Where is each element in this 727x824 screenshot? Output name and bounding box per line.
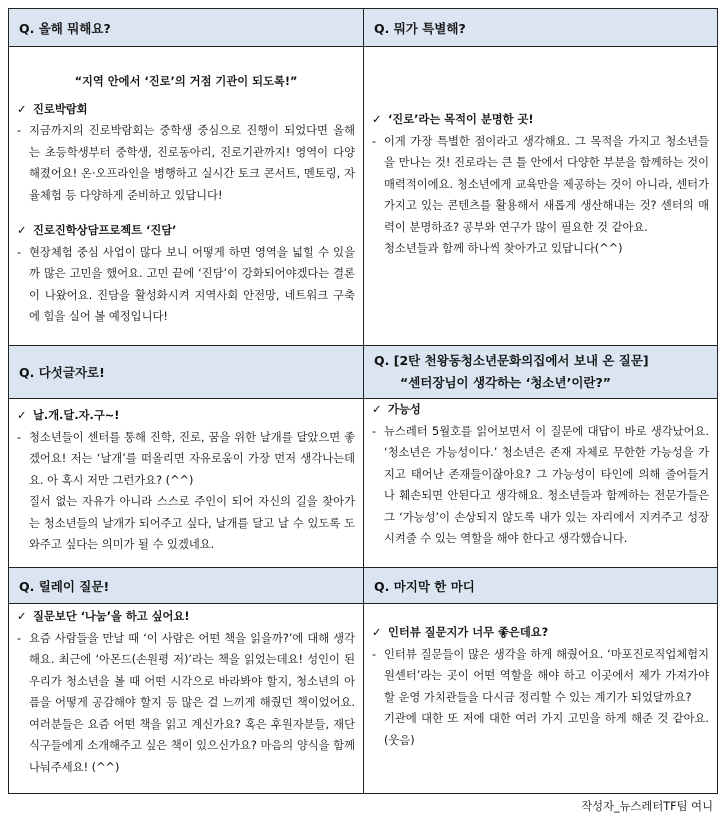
answer-extra: 질서 없는 자유가 아니라 스스로 주인이 되어 자신의 길을 찾아가는 청소년들의 날개가 되어주고 싶다, 날개를 달고 날 수 있도록 도와주고 싶다는 의미가 될 수 있겠네요. [29,495,355,551]
answer-paragraph: - 뉴스레터 5월호를 읽어보면서 이 질문에 대답이 바로 생각났어요. ‘청소년은 가능성이다.’ 청소년은 존재 자체로 무한한 가능성을 가지고 태어난 존재들이잖아요? 그 가능성이 타인에 의해 줄어들거나 훼손되면 안된다고 생각해요. 청소년들과 함께하는 전문가들은 그 ‘가능성’이 손상되지 않도록 내가 있는 자리에서 지켜주고 성장시켜줄 수 있는 역할을 해야 한다고 생각했습니다. [372,421,709,550]
section-this-year [9,9,363,346]
author-credit: 작성자_뉴스레터TF팀 여니 [581,800,713,813]
check-icon: ✓ [17,224,27,237]
check-item-title: ✓ 진로진학상담프로젝트 ‘진담’ [17,220,355,242]
check-item-title: ✓ 진로박람회 [17,99,355,121]
dash-marker: - [372,424,377,438]
question-header: Q. 릴레이 질문! [9,568,363,604]
dash-marker: - [17,245,22,259]
table-row [9,9,717,346]
answer-body [364,399,717,568]
check-item-title: ✓ 날.개.달.자.구~! [17,405,355,427]
answer-extra: 청소년들과 함께 하나씩 찾아가고 있답니다(^^) [384,242,623,255]
answer-heading: “지역 안에서 ‘진로’의 거점 기관이 되도록!” [74,75,298,88]
check-icon: ✓ [17,409,27,422]
answer-paragraph: - 현장체험 중심 사업이 많다 보니 어떻게 하면 영역을 넓힐 수 있을까 많은 고민을 했어요. 고민 끝에 ‘진담’이 강화되어야겠다는 결론이 나왔어요. 진담을 활성화시켜 지역사회 안전망, 네트워크 구축에 힘을 실어 볼 예정입니다! [17,242,355,328]
dash-marker: - [17,124,22,137]
check-icon: ✓ [17,610,27,623]
answer-extra: 기관에 대한 또 저에 대한 여러 가지 고민을 하게 해준 것 같아요.(웃음) [384,712,709,747]
check-item-title: ✓ 가능성 [372,399,709,421]
question-header: Q. 다섯글자로! [9,346,363,399]
answer-paragraph: - 인터뷰 질문들이 많은 생각을 하게 해줬어요. ‘마포진로직업체험지원센터’라는 곳이 어떤 역할을 해야 하고 이곳에서 제가 가져가야 할 운영 가치관들을 다시금 정리할 수 있는 계기가 되었달까요? [372,644,709,709]
answer-body [364,47,717,346]
check-icon: ✓ [372,113,382,126]
answer-paragraph: - 청소년들이 센터를 통해 진학, 진로, 꿈을 위한 날개를 달았으면 좋겠어요! 저는 ‘날개’를 떠올리면 자유로움이 가장 먼저 생각나는데요. 아 혹시 저만 그런가요? (^^) [17,427,355,492]
question-header: Q. 마지막 한 마디 [364,568,717,604]
answer-body [9,604,363,793]
question-header: Q. 올해 뭐해요? [9,9,363,47]
question-line-1: Q. [2탄 천왕동청소년문화의집에서 보내 온 질문] [374,353,649,368]
answer-body [9,399,363,568]
dash-marker: - [17,430,22,444]
question-header [364,346,717,399]
answer-paragraph: - 요즘 사람들을 만날 때 ‘이 사람은 어떤 책을 읽을까?’에 대해 생각해요. 최근에 ‘아몬드(손원평 저)’라는 책을 읽었는데요! 성인이 된 우리가 청소년을 볼 때 어떤 시각으로 바라봐야 할지, 청소년의 아픔을 어떻게 공감해야 할지 등 많은 걸 느끼게 해줬던 책이었어요. 여러분들은 요즘 어떤 책을 읽고 계신가요? 혹은 후원자분들, 재단 식구들에게 소개해주고 싶은 책이 있으신가요? 마음의 양식을 함께 나눠주세요! (^^) [17,628,355,779]
answer-body [9,47,363,346]
question-line-2: “센터장님이 생각하는 ‘청소년’이란?” [400,375,611,390]
interview-table [8,8,718,794]
check-icon: ✓ [17,102,27,116]
answer-body [364,604,717,793]
answer-paragraph: - 지금까지의 진로박람회는 중학생 중심으로 진행이 되었다면 올해는 초등학생부터 중학생, 진로동아리, 진로기관까지! 영역이 다양해졌어요! 온·오프라인을 병행하고 실시간 토크 콘서트, 멘토링, 자율체험 등 다양하게 준비하고 있답니다! [17,120,355,206]
answer-paragraph: - 이게 가장 특별한 점이라고 생각해요. 그 목적을 가지고 청소년들을 만나는 것! 진로라는 큰 틀 안에서 다양한 부분을 함께하는 것이 매력적이에요. 청소년에게 교육만을 제공하는 것이 아니라, 센터가 가지고 있는 콘텐츠를 활용해서 새롭게 생산해내는 것? 센터의 매력이 분명하죠? 공부와 연구가 많이 필요한 것 같아요. [372,131,709,239]
check-item-title: ✓ 질문보단 ‘나눔’을 하고 싶어요! [17,606,355,628]
check-item-title: ✓ ‘진로’라는 목적이 분명한 곳! [372,109,709,131]
dash-marker: - [372,647,377,661]
section-special [363,9,717,346]
dash-marker: - [372,134,377,148]
section-relay-question [9,568,363,793]
check-icon: ✓ [372,626,382,639]
table-row [9,346,717,568]
section-last-words [363,568,717,793]
section-youth-meaning [363,346,717,568]
table-row [9,568,717,793]
section-five-letters [9,346,363,568]
check-icon: ✓ [372,403,382,416]
question-header: Q. 뭐가 특별해? [364,9,717,47]
dash-marker: - [17,631,22,645]
check-item-title: ✓ 인터뷰 질문지가 너무 좋은데요? [372,622,709,644]
